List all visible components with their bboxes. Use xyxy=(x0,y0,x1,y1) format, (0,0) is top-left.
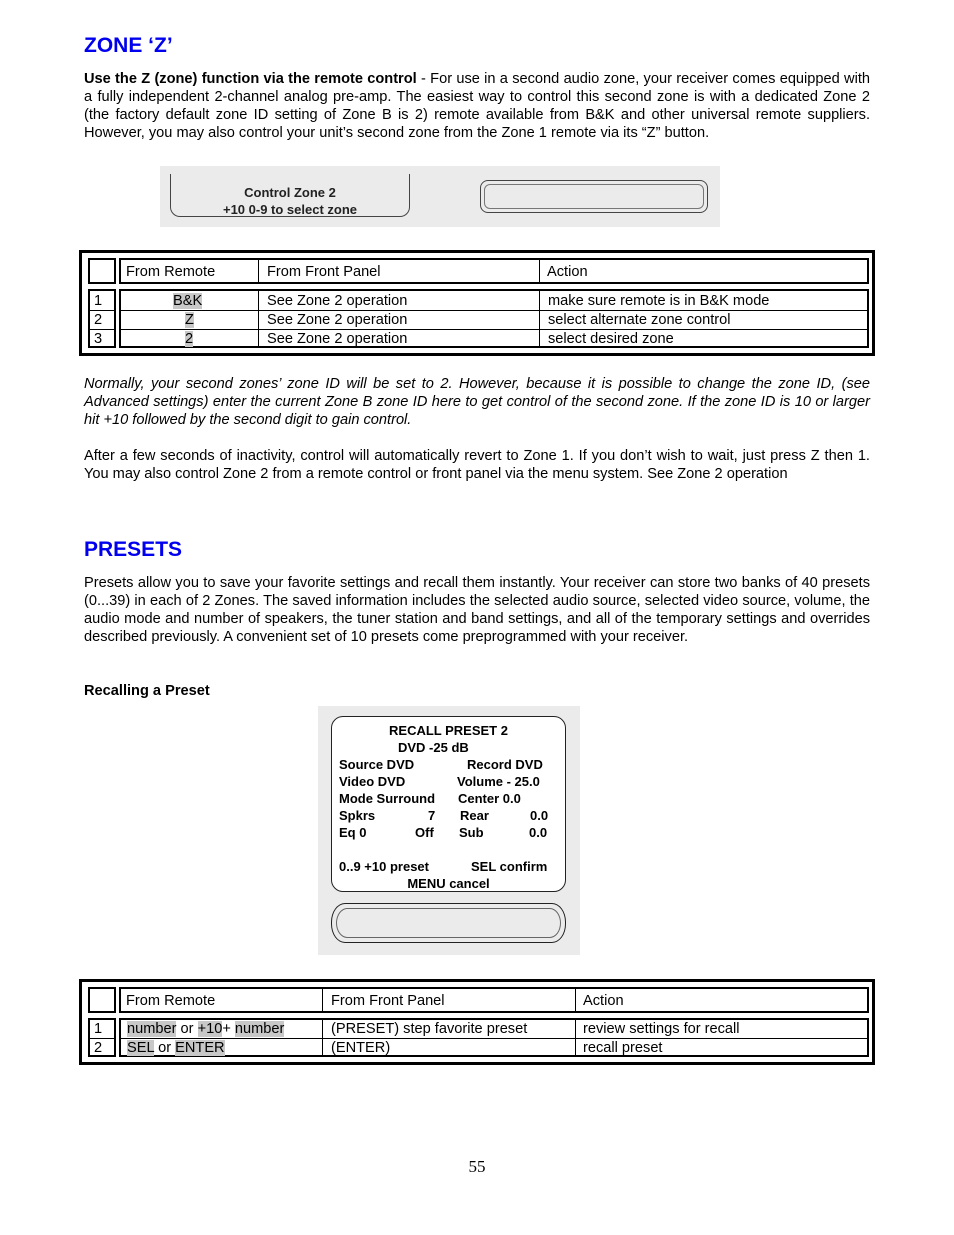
zone-table-header-num xyxy=(88,258,116,284)
zone-row1-num: 1 xyxy=(94,293,103,309)
preset-spkrs-value: 7 xyxy=(428,808,436,823)
presets-row2-panel: (ENTER) xyxy=(331,1040,391,1056)
preset-lcd-blank xyxy=(331,903,566,943)
zone-table xyxy=(79,250,875,356)
presets-row1-plus: + xyxy=(222,1021,235,1037)
zone-display-line1: Control Zone 2 xyxy=(244,185,336,200)
presets-table-header-remote: From Remote xyxy=(126,993,216,1009)
zone-table-header-action: Action xyxy=(547,264,588,280)
preset-sub-label: Sub xyxy=(459,825,484,840)
presets-row2-sel-key: SEL xyxy=(127,1040,155,1056)
presets-row1-number-key: number xyxy=(127,1021,177,1037)
presets-table xyxy=(79,979,875,1065)
preset-menu-cancel: MENU cancel xyxy=(407,876,490,891)
presets-row1-num: 1 xyxy=(94,1021,103,1037)
preset-center-label: Center 0.0 xyxy=(458,791,521,806)
preset-lcd-blank-inner xyxy=(336,908,561,938)
presets-heading: PRESETS xyxy=(84,538,183,561)
preset-mode-label: Mode Surround xyxy=(339,791,436,806)
presets-row1-action: review settings for recall xyxy=(583,1021,740,1037)
presets-row1-panel: (PRESET) step favorite preset xyxy=(331,1021,528,1037)
zone-note: Normally, your second zones’ zone ID will be set to 2. However, because it is possible to change the zone ID, (see Advanced settings) enter the current Zone B zone ID here to get control of the second zone. If the zone ID is 10 or larger hit +10 followed by the second digit to gain control. xyxy=(84,376,870,428)
preset-record-label: Record DVD xyxy=(467,757,543,772)
preset-display-volume: DVD -25 dB xyxy=(398,740,469,755)
zone-revert-text: After a few seconds of inactivity, control will automatically revert to Zone 1. If you don’t wish to wait, just press Z then 1. You may also control Zone 2 from a remote control or front panel via the menu system. See Zone 2 operation xyxy=(84,448,870,482)
zone-row3-action: select desired zone xyxy=(548,331,674,347)
zone-row1-action: make sure remote is in B&K mode xyxy=(548,293,770,309)
zone-table-header-remote: From Remote xyxy=(126,264,216,280)
zone-intro-rest: - For use in a second audio zone, your receiver comes equipped with a fully independent 2-channel analog pre-amp. The easiest way to control this second zone is with a dedicated Zone 2 (the factory default zone ID setting of Zone B is 2) remote available from B&K and other universal remote suppliers. However, you may also control your unit’s second zone from the Zone 1 remote via its “Z” button. xyxy=(84,71,871,141)
page-number: 55 xyxy=(468,1157,486,1176)
zone-intro xyxy=(84,70,870,142)
presets-row1-or: or xyxy=(176,1021,198,1037)
preset-footer-left: 0..9 +10 preset xyxy=(339,859,429,874)
presets-table-body-div2 xyxy=(575,1019,576,1056)
preset-spkrs-label: Spkrs xyxy=(339,808,376,823)
preset-footer-right: SEL confirm xyxy=(471,859,548,874)
zone-row3-remote-key: 2 xyxy=(185,331,194,347)
zone-row3-panel: See Zone 2 operation xyxy=(267,331,408,347)
presets-table-header-action: Action xyxy=(583,993,624,1009)
zone-heading: ZONE ‘Z’ xyxy=(84,34,173,57)
presets-table-header-div1 xyxy=(322,988,323,1012)
presets-table-header-num xyxy=(88,987,116,1013)
preset-display-title: RECALL PRESET 2 xyxy=(389,723,508,738)
presets-row2-enter-key: ENTER xyxy=(175,1040,225,1056)
presets-row1-number2-key: number xyxy=(234,1021,285,1037)
presets-table-header-box xyxy=(119,987,869,1013)
zone-display-panel xyxy=(160,166,720,227)
zone-table-body-div1 xyxy=(258,290,259,347)
zone-display-line2: +10 0-9 to select zone xyxy=(222,202,358,217)
preset-video-label: Video DVD xyxy=(339,774,406,789)
zone-lcd-blank-inner xyxy=(484,184,704,209)
presets-row2-or: or xyxy=(154,1040,176,1056)
zone-intro-bold: Use the Z (zone) function via the remote control xyxy=(84,71,417,87)
zone-table-body-div2 xyxy=(539,290,540,347)
preset-eq-value: Off xyxy=(415,825,434,840)
zone-row2-remote-key: Z xyxy=(185,312,194,328)
preset-volume-label: Volume - 25.0 xyxy=(457,774,540,789)
zone-table-header-panel: From Front Panel xyxy=(267,264,381,280)
zone-row1-panel: See Zone 2 operation xyxy=(267,293,408,309)
zone-row1-remote-key: B&K xyxy=(173,293,203,309)
presets-table-header-div2 xyxy=(575,988,576,1012)
preset-eq-label: Eq 0 xyxy=(339,825,367,840)
zone-row2-action: select alternate zone control xyxy=(548,312,731,328)
zone-lcd-screen xyxy=(170,174,410,217)
presets-row2-remote xyxy=(127,1039,225,1057)
zone-lcd-blank xyxy=(480,180,708,213)
zone-table-header-box xyxy=(119,258,869,284)
zone-row2-panel: See Zone 2 operation xyxy=(267,312,408,328)
zone-row2-num: 2 xyxy=(94,312,103,328)
presets-table-row-sep xyxy=(120,1038,868,1039)
preset-rear-label: Rear xyxy=(460,808,489,823)
zone-table-header-div1 xyxy=(258,259,259,283)
preset-sub-value: 0.0 xyxy=(529,825,548,840)
presets-row1-plus10-key: +10 xyxy=(197,1021,223,1037)
presets-table-header-panel: From Front Panel xyxy=(331,993,445,1009)
preset-display-panel xyxy=(318,706,580,955)
preset-lcd-screen xyxy=(331,716,566,892)
preset-source-label: Source DVD xyxy=(339,757,415,772)
zone-table-header-div2 xyxy=(539,259,540,283)
presets-table-body-div1 xyxy=(322,1019,323,1056)
presets-row1-remote xyxy=(127,1020,284,1038)
presets-row2-num: 2 xyxy=(94,1040,103,1056)
zone-table-row-sep2 xyxy=(120,329,868,330)
presets-intro: Presets allow you to save your favorite settings and recall them instantly. Your receiver can store two banks of 40 presets (0...39) in each of 2 Zones. The saved information includes the selected audio source, selected video source, volume, the audio mode and number of speakers, the tuner station and band settings, and all of the temporary settings and overrides described previously. A convenient set of 10 presets come preprogrammed with your receiver. xyxy=(84,575,870,645)
preset-rear-value: 0.0 xyxy=(530,808,549,823)
zone-table-row-sep1 xyxy=(120,310,868,311)
zone-row3-num: 3 xyxy=(94,331,103,347)
recall-preset-subheading: Recalling a Preset xyxy=(84,683,210,699)
presets-row2-action: recall preset xyxy=(583,1040,663,1056)
